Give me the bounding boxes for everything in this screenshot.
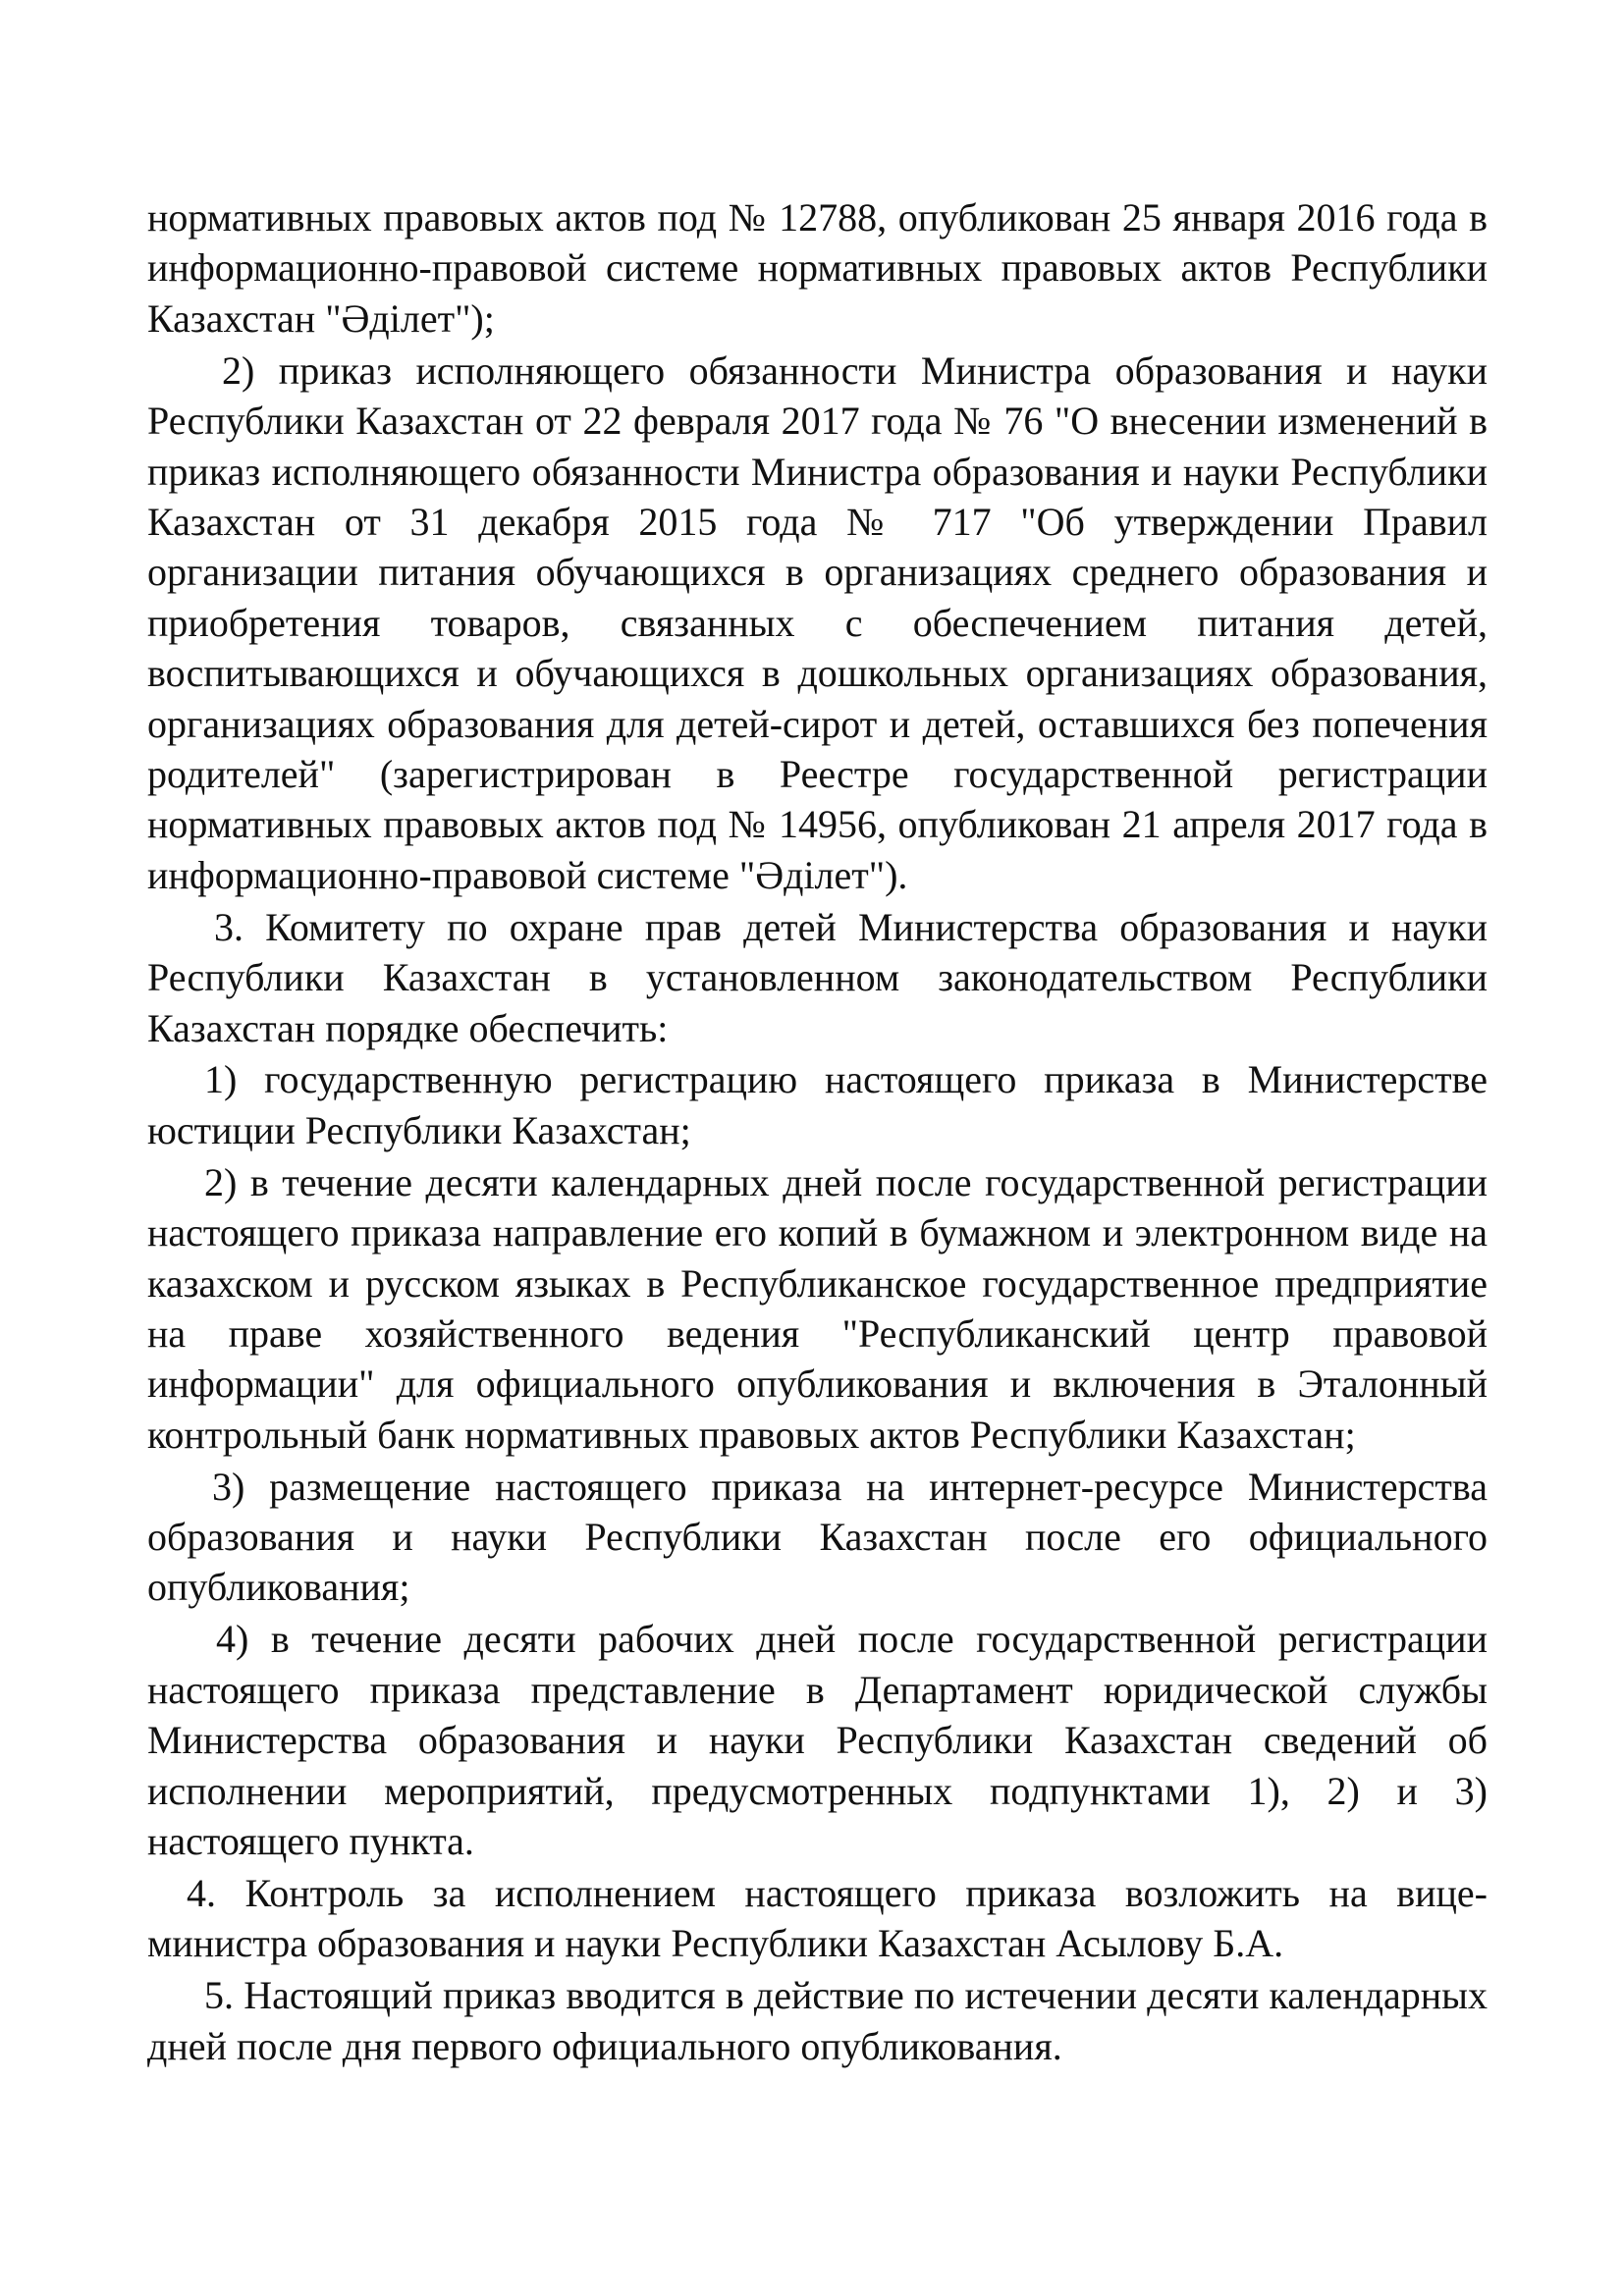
paragraph-item-2-2: 2) приказ исполняющего обязанности Министра образования и науки Республики Казахстан от 22 февраля 2017 года № 76 "О внесении изменений в приказ исполняющего обязанности Министра образования и науки Республики Казахстан от 31 декабря 2015 года № 717 "Об утверждении Правил организации питания обучающихся в организациях среднего образования и приобретения товаров, связанных с обеспечением питания детей, воспитывающихся и обучающихся в дошкольных организациях образования, организациях образования для детей-сирот и детей, оставшихся без попечения родителей" (зарегистрирован в Реестре государственной регистрации нормативных правовых актов под № 14956, опубликован 21 апреля 2017 года в информационно-правовой системе "Әділет"). <box>147 347 1488 897</box>
paragraph-item-3-3: 3) размещение настоящего приказа на интернет-ресурсе Министерства образования и науки Республики Казахстан после его официального опубликования; <box>147 1464 1488 1610</box>
document-page <box>147 192 1488 2071</box>
paragraph-continuation: нормативных правовых актов под № 12788, опубликован 25 января 2016 года в информационно-правовой системе нормативных правовых актов Республики Казахстан "Әділет"); <box>147 195 1488 341</box>
paragraph-item-3-2: 2) в течение десяти календарных дней после государственной регистрации настоящего приказа направление его копий в бумажном и электронном виде на казахском и русском языках в Республиканское государственное предприятие на праве хозяйственного ведения "Республиканский центр правовой информации" для официального опубликования и включения в Эталонный контрольный банк нормативных правовых актов Республики Казахстан; <box>147 1159 1488 1457</box>
paragraph-item-3-1: 1) государственную регистрацию настоящего приказа в Министерстве юстиции Республики Казахстан; <box>147 1057 1488 1152</box>
paragraph-point-5: 5. Настоящий приказ вводится в действие по истечении десяти календарных дней после дня первого официального опубликования. <box>147 1973 1488 2068</box>
paragraph-point-4: 4. Контроль за исполнением настоящего приказа возложить на вице-министра образования и науки Республики Казахстан Асылову Б.А. <box>147 1870 1488 1966</box>
paragraph-item-3-4: 4) в течение десяти рабочих дней после государственной регистрации настоящего приказа представление в Департамент юридической службы Министерства образования и науки Республики Казахстан сведений об исполнении мероприятий, предусмотренных подпунктами 1), 2) и 3) настоящего пункта. <box>147 1617 1488 1863</box>
paragraph-point-3: 3. Комитету по охране прав детей Министерства образования и науки Республики Казахстан в установленном законодательством Республики Казахстан порядке обеспечить: <box>147 904 1488 1050</box>
